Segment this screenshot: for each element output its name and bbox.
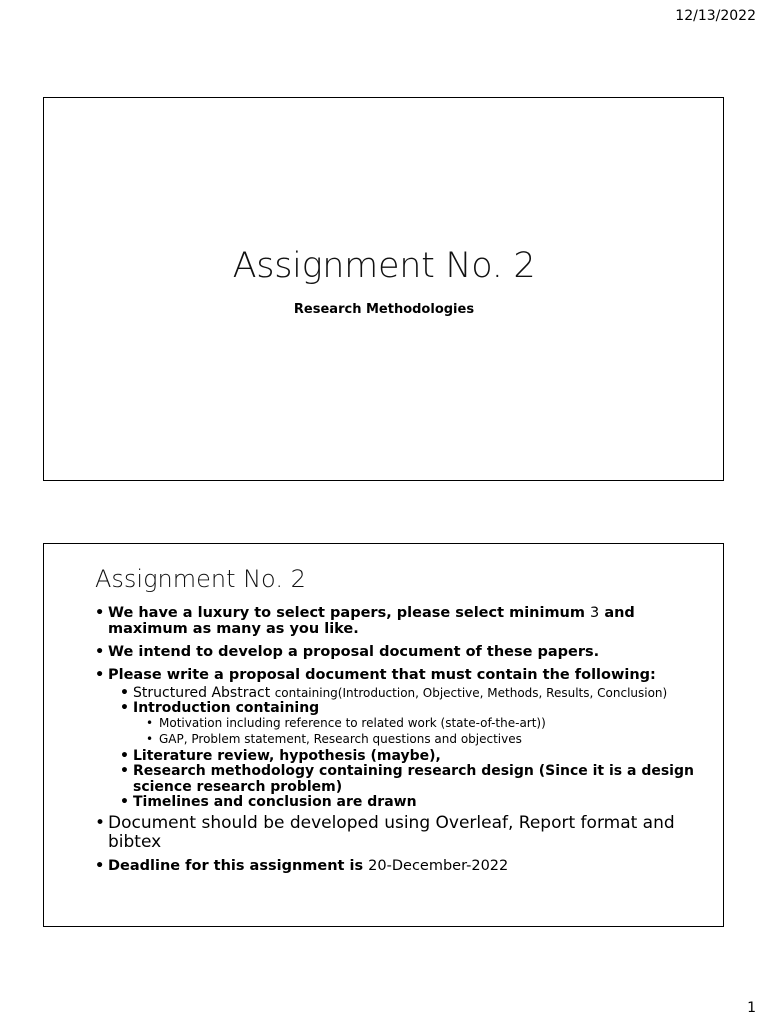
bullet-motivation: • Motivation including reference to related work (state-of-the-art)) — [159, 717, 713, 730]
bullet-research-methodology: • Research methodology containing research design (Since it is a design science research problem) — [133, 764, 713, 795]
bullet-overleaf-document: • Document should be developed using Overleaf, Report format and bibtex — [108, 814, 713, 851]
deadline-date: 20-December-2022 — [368, 857, 509, 874]
bullet-gap: • GAP, Problem statement, Research questions and objectives — [159, 733, 713, 746]
bullet-proposal-contents: • Please write a proposal document that must contain the following: — [108, 668, 713, 684]
slide-2-title: Assignment No. 2 — [95, 565, 306, 593]
bullet-literature-review: • Literature review, hypothesis (maybe), — [133, 749, 713, 764]
print-date: 12/13/2022 — [675, 8, 756, 24]
bullet-structured-abstract — [133, 686, 713, 701]
bullet-text: and maximum as many as you like. — [108, 605, 635, 637]
slide-1-subtitle: Research Methodologies — [293, 302, 475, 317]
bullet-text: Deadline for this assignment is — [108, 857, 369, 874]
bullet-text: containing(Introduction, Objective, Methods, Results, Conclusion) — [274, 685, 668, 700]
bullet-number: 3 — [590, 605, 600, 621]
bullet-text: We have a luxury to select papers, please select minimum — [108, 605, 591, 621]
bullet-deadline — [108, 859, 713, 875]
bullet-timelines: • Timelines and conclusion are drawn — [133, 795, 713, 810]
bullet-proposal-intent: • We intend to develop a proposal document of these papers. — [108, 645, 713, 661]
slide-1-frame — [43, 97, 724, 481]
slide-2-bullet-list — [93, 606, 713, 882]
page-number: 1 — [747, 1000, 756, 1016]
bullet-select-papers — [108, 606, 713, 638]
slide-1-title: Assignment No. 2 — [232, 246, 536, 286]
bullet-text: Structured Abstract — [133, 684, 275, 701]
bullet-introduction: • Introduction containing — [133, 701, 713, 716]
